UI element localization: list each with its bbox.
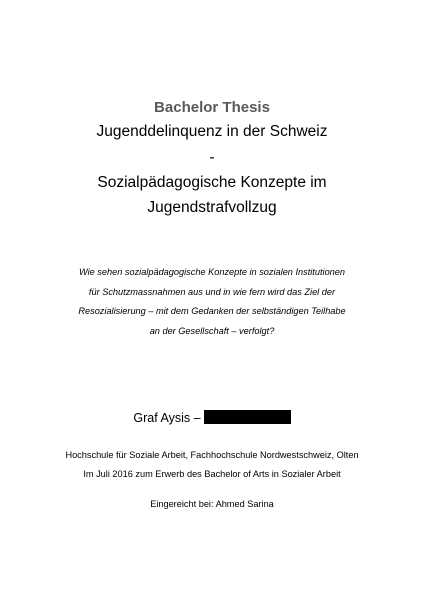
research-question-line-3: Resozialisierung – mit dem Gedanken der selbständigen Teilhabe — [78, 306, 346, 316]
submitted-to: Eingereicht bei: Ahmed Sarina — [150, 499, 274, 509]
author-line — [0, 410, 424, 425]
research-question-line-4: an der Gesellschaft – verfolgt? — [149, 325, 275, 336]
institution: Hochschule für Soziale Arbeit, Fachhochschule Nordwestschweiz, Olten — [65, 450, 359, 460]
redaction-bar — [204, 410, 291, 424]
title-line-2: Sozialpädagogische Konzepte im — [97, 174, 327, 191]
title-line-1: Jugenddelinquenz in der Schweiz — [96, 123, 328, 140]
thesis-label: Bachelor Thesis — [154, 99, 270, 116]
author-name: Graf Aysis – — [133, 411, 201, 425]
research-question-line-1: Wie sehen sozialpädagogische Konzepte in sozialen Institutionen — [78, 267, 346, 277]
research-question-line-2: für Schutzmassnahmen aus und in wie fern wird das Ziel der — [88, 286, 336, 297]
title-line-3: Jugendstrafvollzug — [147, 199, 277, 216]
title-separator: - — [209, 149, 215, 166]
research-question — [50, 263, 374, 341]
date-degree: Im Juli 2016 zum Erwerb des Bachelor of Arts in Sozialer Arbeit — [83, 469, 341, 479]
